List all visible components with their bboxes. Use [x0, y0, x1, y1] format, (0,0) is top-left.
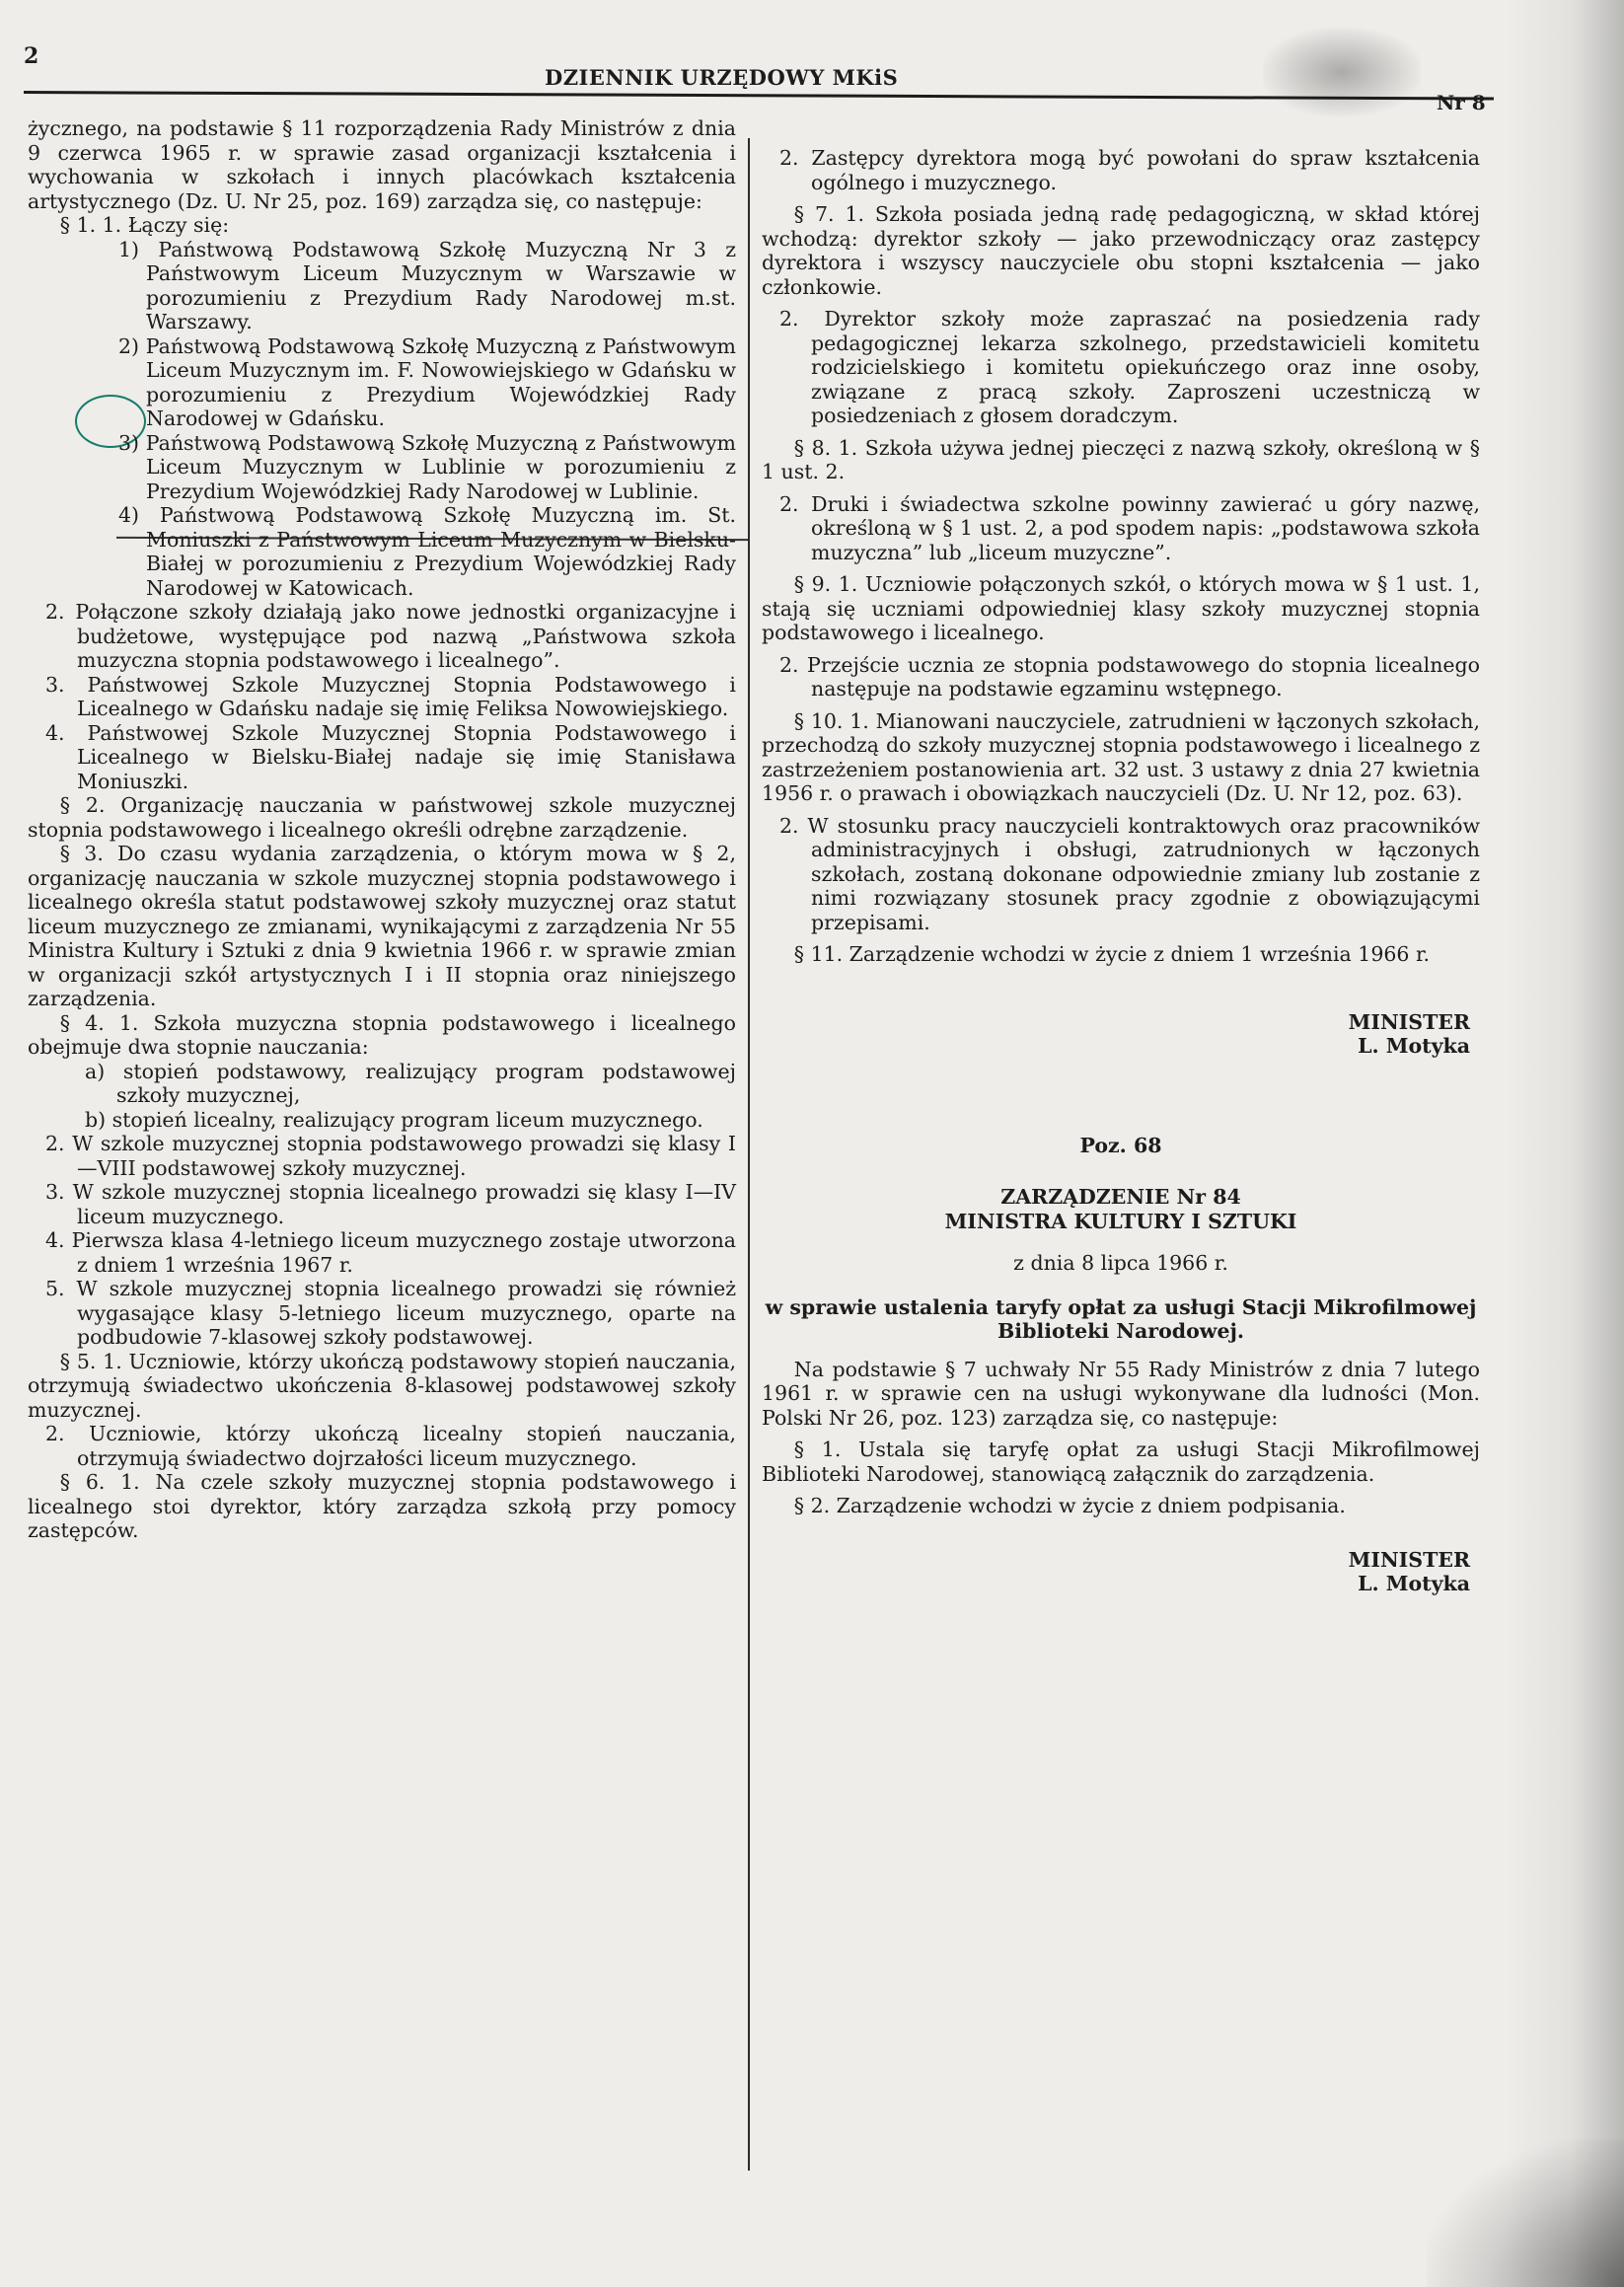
order-paragraph-2: § 2. Zarządzenie wchodzi w życie z dniem podpisania.: [793, 1494, 1346, 1517]
order-preamble: Na podstawie § 7 uchwały Nr 55 Rady Ministrów z dnia 7 lutego 1961 r. w sprawie cen na usługi wykonywane dla ludności (Mon. Polski Nr 26, poz. 123) zarządza się, co następuje:: [762, 1357, 1480, 1430]
list-item: 2) Państwową Podstawową Szkołę Muzyczną z Państwowym Liceum Muzycznym im. F. Nowowiejskiego w Gdańsku w porozumieniu z Prezydium Wojewódzkiej Rady Narodowej w Gdańsku.: [118, 333, 736, 430]
list-item: 1) Państwową Podstawową Szkołę Muzyczną Nr 3 z Państwowym Liceum Muzycznym w Warszawie w porozumieniu z Prezydium Rady Narodowej m.st. Warszawy.: [118, 237, 736, 333]
signature-name: L. Motyka: [1358, 1034, 1470, 1058]
paragraph: § 1. 1. Łączy się:: [59, 213, 230, 237]
bleed-through-mark: [1263, 28, 1421, 116]
paragraph: 2. W stosunku pracy nauczycieli kontraktowych oraz pracowników administracyjnych i obsługi, zatrudnionych w łączonych szkołach, zostaną dokonane odpowiednie zmiany lub zostanie z nimi rozwiązany stosunek pracy zgodnie z obowiązującymi przepisami.: [779, 813, 1480, 934]
order-subject: w sprawie ustalenia taryfy opłat za usługi Stacji Mikrofilmowej Biblioteki Narodowej.: [765, 1294, 1477, 1343]
list-item: b) stopień licealny, realizujący program liceum muzycznego.: [85, 1107, 703, 1132]
signature-title: MINISTER: [1348, 1009, 1470, 1034]
issue-number: Nr 8: [1437, 91, 1486, 114]
paragraph: 2. Druki i świadectwa szkolne powinny zawierać u góry nazwę, określoną w § 1 ust. 2, a pod spodem napis: „podstawowa szkoła muzyczna” lub „liceum muzyczne”.: [779, 491, 1480, 564]
paragraph: § 8. 1. Szkoła używa jednej pieczęci z nazwą szkoły, określoną w § 1 ust. 2.: [762, 435, 1480, 483]
paragraph: 2. Zastępcy dyrektora mogą być powołani do spraw kształcenia ogólnego i muzycznego.: [779, 146, 1480, 194]
paragraph: 2. Uczniowie, którzy ukończą licealny stopień nauczania, otrzymują świadectwo dojrzałości liceum muzycznego.: [45, 1422, 736, 1470]
paragraph: § 3. Do czasu wydania zarządzenia, o którym mowa w § 2, organizację nauczania w szkole muzycznej stopnia podstawowego i licealnego określa statut podstawowej szkoły muzycznej oraz statut liceum muzycznego ze zmianami, wynikającymi z zarządzenia Nr 55 Ministra Kultury i Sztuki z dnia 9 kwietnia 1966 r. w sprawie zmian w organizacji szkół artystycznych I i II stopnia oraz niniejszego zarządzenia.: [28, 842, 736, 1010]
scan-corner-smudge: [1427, 2139, 1624, 2287]
signature-block: [762, 1548, 1480, 1596]
paragraph: § 6. 1. Na czele szkoły muzycznej stopnia podstawowego i licealnego stoi dyrektor, który zarządza szkołą przy pomocy zastępców.: [28, 1470, 736, 1542]
paragraph: § 11. Zarządzenie wchodzi w życie z dniem 1 września 1966 r.: [793, 942, 1431, 966]
signature-block: [762, 1010, 1480, 1059]
order-title: ZARZĄDZENIE Nr 84: [1000, 1185, 1241, 1209]
list-item: 4) Państwową Podstawową Szkołę Muzyczną im. St. Moniuszki z Państwowym Liceum Muzycznym w Bielsku-Białej w porozumieniu z Prezydium Wojewódzkiej Rady Narodowej w Katowicach.: [118, 503, 736, 600]
paragraph: 2. Przejście ucznia ze stopnia podstawowego do stopnia licealnego następuje na podstawie egzaminu wstępnego.: [779, 652, 1480, 701]
paragraph: § 5. 1. Uczniowie, którzy ukończą podstawowy stopień nauczania, otrzymują świadectwo ukończenia 8-klasowej podstawowej szkoły muzycznej.: [28, 1349, 736, 1422]
paragraph: § 7. 1. Szkoła posiada jedną radę pedagogiczną, w skład której wchodzą: dyrektor szkoły — jako przewodniczący oraz zastępcy dyrektora i wszyscy nauczyciele obu stopni kształcenia — jako członkowie.: [762, 202, 1480, 299]
signature-name: L. Motyka: [1358, 1572, 1470, 1595]
list-item: a) stopień podstawowy, realizujący program podstawowej szkoły muzycznej,: [85, 1059, 736, 1107]
paragraph: 4. Pierwsza klasa 4-letniego liceum muzycznego zostaje utworzona z dniem 1 września 1967 r.: [45, 1228, 736, 1277]
paragraph: 2. Dyrektor szkoły może zapraszać na posiedzenia rady pedagogicznej lekarza szkolnego, przedstawicieli komitetu rodzicielskiego i komitetu opiekuńczego oraz inne osoby, związane z pracą szkoły. Zaproszeni uczestniczą w posiedzeniach z głosem doradczym.: [779, 307, 1480, 427]
paragraph: 2. Połączone szkoły działają jako nowe jednostki organizacyjne i budżetowe, występujące pod nazwą „Państwowa szkoła muzyczna stopnia podstawowego i licealnego”.: [45, 600, 736, 672]
paragraph: § 2. Organizację nauczania w państwowej szkole muzycznej stopnia podstawowego i licealnego określi odrębne zarządzenie.: [28, 793, 736, 842]
paragraph: 2. W szkole muzycznej stopnia podstawowego prowadzi się klasy I—VIII podstawowej szkoły muzycznej.: [45, 1132, 736, 1180]
paragraph: 4. Państwowej Szkole Muzycznej Stopnia Podstawowego i Licealnego w Bielsku-Białej nadaje się imię Stanisława Moniuszki.: [45, 720, 736, 793]
paragraph: 3. W szkole muzycznej stopnia licealnego prowadzi się klasy I—IV liceum muzycznego.: [45, 1180, 736, 1228]
scan-edge-shadow: [1506, 0, 1624, 2287]
order-issuer: MINISTRA KULTURY I SZTUKI: [944, 1209, 1297, 1233]
running-header: DZIENNIK URZĘDOWY MKiS: [545, 65, 899, 90]
paragraph: § 10. 1. Mianowani nauczyciele, zatrudnieni w łączonych szkołach, przechodzą do szkoły muzycznej stopnia podstawowego i licealnego z zastrzeżeniem postanowienia art. 32 ust. 3 ustawy z dnia 27 kwietnia 1956 r. o prawach i obowiązkach nauczycieli (Dz. U. Nr 12, poz. 63).: [762, 708, 1480, 805]
paragraph: życznego, na podstawie § 11 rozporządzenia Rady Ministrów z dnia 9 czerwca 1965 r. w sprawie zasad organizacji kształcenia i wychowania w szkołach i innych placówkach kształcenia artystycznego (Dz. U. Nr 25, poz. 169) zarządza się, co następuje:: [28, 116, 736, 213]
order-paragraph-1: § 1. Ustala się taryfę opłat za usługi Stacji Mikrofilmowej Biblioteki Narodowej, stanowiącą załącznik do zarządzenia.: [762, 1438, 1480, 1486]
paragraph: 5. W szkole muzycznej stopnia licealnego prowadzi się również wygasające klasy 5-letniego liceum muzycznego, oparte na podbudowie 7-klasowej szkoły podstawowej.: [45, 1277, 736, 1349]
page-number: 2: [24, 43, 39, 69]
paragraph: § 9. 1. Uczniowie połączonych szkół, o których mowa w § 1 ust. 1, stają się uczniami odpowiedniej klasy szkoły muzycznej stopnia podstawowego i licealnego.: [762, 572, 1480, 644]
list-item: 3) Państwową Podstawową Szkołę Muzyczną z Państwowym Liceum Muzycznym w Lublinie w porozumieniu z Prezydium Wojewódzkiej Rady Narodowej w Lublinie.: [118, 430, 736, 503]
signature-title: MINISTER: [1348, 1547, 1470, 1572]
column-divider: [748, 138, 750, 2171]
position-number: Poz. 68: [1079, 1133, 1162, 1157]
order-date: z dnia 8 lipca 1966 r.: [1013, 1251, 1228, 1275]
paragraph: § 4. 1. Szkoła muzyczna stopnia podstawowego i licealnego obejmuje dwa stopnie nauczania:: [28, 1010, 736, 1059]
paragraph: 3. Państwowej Szkole Muzycznej Stopnia Podstawowego i Licealnego w Gdańsku nadaje się imię Feliksa Nowowiejskiego.: [45, 672, 736, 720]
right-column: [762, 146, 1480, 1596]
left-column: [28, 116, 736, 1543]
